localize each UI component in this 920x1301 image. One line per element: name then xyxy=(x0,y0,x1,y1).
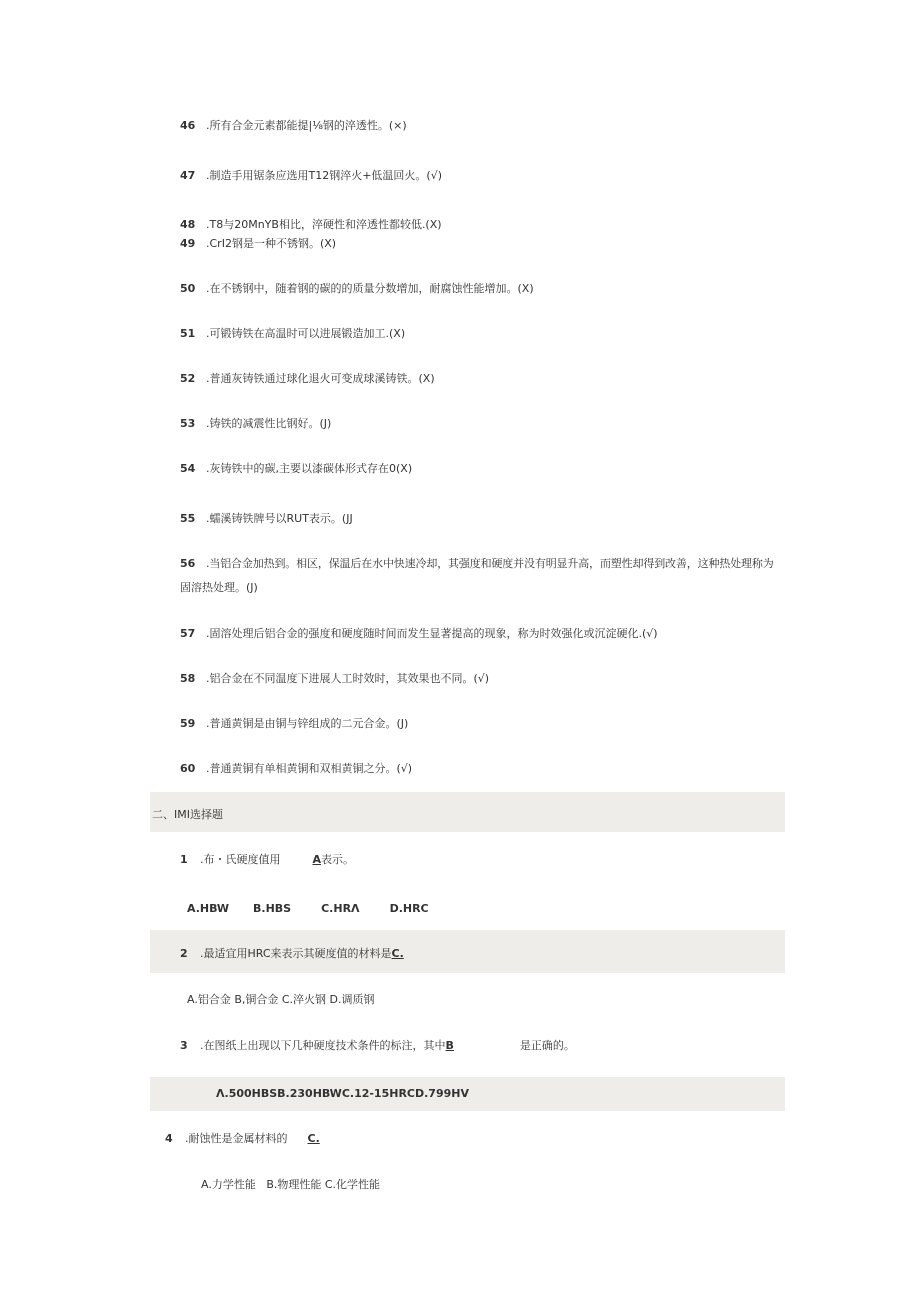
item-number: 57 xyxy=(180,627,196,640)
item-text: .制造手用锯条应选用T12钢淬火+低温回火。(√) xyxy=(206,169,443,182)
item-number: 50 xyxy=(180,282,196,295)
question-tail: 是正确的。 xyxy=(519,1039,575,1052)
tf-item-50 xyxy=(180,281,534,297)
item-text: .普通黄铜有单相黄铜和双相黄铜之分。(√) xyxy=(206,762,413,775)
question-text: .耐蚀性是金属材料的 xyxy=(185,1132,288,1145)
tf-item-47 xyxy=(180,168,442,184)
question-number: 2 xyxy=(180,947,188,960)
mc-options-1 xyxy=(187,901,429,917)
item-text: .蠕溪铸铁牌号以RUT表示。(JJ xyxy=(206,512,353,525)
item-text: .在不锈钢中，随着钢的碳的的质量分数增加，耐腐蚀性能增加。(X) xyxy=(206,282,534,295)
item-text: .固溶处理后铝合金的强度和硬度随时间而发生显著提高的现象，称为时效强化或沉淀硬化.(√) xyxy=(206,627,658,640)
option-a: A.HBW xyxy=(187,902,230,915)
question-text: .最适宜用HRC来表示其硬度值的材料是 xyxy=(200,947,392,960)
tf-item-49 xyxy=(180,236,336,252)
item-number: 48 xyxy=(180,218,196,231)
tf-item-55 xyxy=(180,511,353,527)
item-text: .铝合金在不同温度下进展人工时效时，其效果也不同。(√) xyxy=(206,672,490,685)
item-number: 56 xyxy=(180,557,196,570)
answer: A xyxy=(312,853,322,866)
item-number: 59 xyxy=(180,717,196,730)
answer: B xyxy=(445,1039,454,1052)
item-number: 60 xyxy=(180,762,196,775)
answer: C. xyxy=(307,1132,320,1145)
mc-options-2: A.铝合金 B,铜合金 C.淬火钢 D.调质钢 xyxy=(187,993,375,1006)
mc-options-4: A.力学性能 B.物理性能 C.化学性能 xyxy=(201,1178,381,1191)
tf-item-56-continuation: 固溶热处理。(J) xyxy=(180,581,258,594)
item-number: 49 xyxy=(180,237,196,250)
question-number: 3 xyxy=(180,1039,188,1052)
tf-item-53 xyxy=(180,416,331,432)
tf-item-57 xyxy=(180,626,658,642)
tf-item-54 xyxy=(180,461,412,477)
item-text: .所有合金元素都能提|⅛钢的淬透性。(×) xyxy=(206,119,407,132)
mc-question-1 xyxy=(180,852,354,868)
item-number: 47 xyxy=(180,169,196,182)
item-number: 51 xyxy=(180,327,196,340)
question-number: 1 xyxy=(180,853,188,866)
item-text: .可锻铸铁在高温时可以进展锻造加工.(X) xyxy=(206,327,406,340)
tf-item-59 xyxy=(180,716,408,732)
item-text: .灰铸铁中的碳,主要以漆碳体形式存在0(X) xyxy=(206,462,413,475)
tf-item-51 xyxy=(180,326,405,342)
option-b: B.HBS xyxy=(253,902,292,915)
item-number: 46 xyxy=(180,119,196,132)
option-c: C.HRΛ xyxy=(321,902,360,915)
item-number: 52 xyxy=(180,372,196,385)
item-text: .铸铁的减震性比钢好。(J) xyxy=(206,417,332,430)
option-d: D.HRC xyxy=(389,902,429,915)
item-number: 58 xyxy=(180,672,196,685)
item-text: .CrI2钢是一种不锈钢。(X) xyxy=(206,237,337,250)
mc-question-3 xyxy=(180,1038,575,1054)
mc-question-4 xyxy=(165,1131,320,1147)
mc-question-2 xyxy=(180,946,404,962)
tf-item-58 xyxy=(180,671,489,687)
question-text: .在图纸上出现以下几种硬度技术条件的标注，其中 xyxy=(200,1039,446,1052)
item-text: .普通黄铜是由铜与锌组成的二元合金。(J) xyxy=(206,717,409,730)
section-band xyxy=(150,792,785,832)
question-number: 4 xyxy=(165,1132,173,1145)
question-text: .布・氏硬度值用 xyxy=(200,853,281,866)
question-tail: 表示。 xyxy=(321,853,355,866)
item-number: 55 xyxy=(180,512,196,525)
item-text: .当铝合金加热到。相区，保温后在水中快速冷却，其强度和硬度并没有明显升高，而塑性却得到改善，这种热处理称为 xyxy=(206,557,774,570)
answer: C. xyxy=(391,947,404,960)
section-heading: 二、IMI选择题 xyxy=(152,808,223,821)
item-text: .T8与20MnYB相比，淬硬性和淬透性都较低.(X) xyxy=(206,218,442,231)
tf-item-46 xyxy=(180,118,407,134)
mc-options-3: Λ.500HBSB.230HBWC.12-15HRCD.799HV xyxy=(216,1087,469,1100)
item-number: 54 xyxy=(180,462,196,475)
item-text: .普通灰铸铁通过球化退火可变成球溪铸铁。(X) xyxy=(206,372,435,385)
tf-item-48 xyxy=(180,217,442,233)
tf-item-52 xyxy=(180,371,435,387)
tf-item-56 xyxy=(180,556,774,572)
tf-item-60 xyxy=(180,761,412,777)
item-number: 53 xyxy=(180,417,196,430)
